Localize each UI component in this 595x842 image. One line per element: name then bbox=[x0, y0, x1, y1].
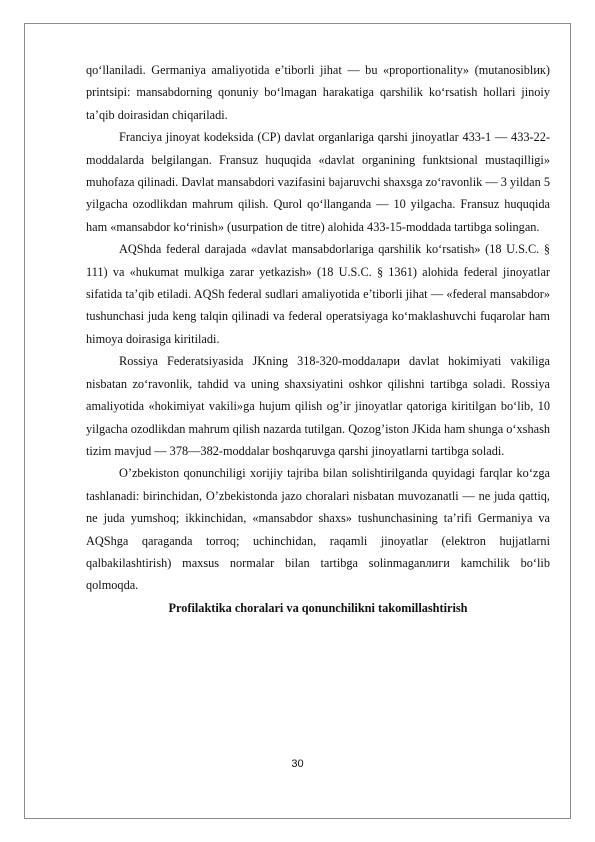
paragraph-russia: Rossiya Federatsiyasida JKning 318-320-moddaлари davlat hokimiyati vakiliga nisbatan zo‘ravonlik, tahdid va uning shaxsiyatini oshkor qilishni tartibga soladi. Rossiya amaliyotida «hokimiyat vakili»ga hujum qilish og’ir jinoyatlar qatoriga kiritilgan bo‘lib, 10 yilgacha ozodlikdan mahrum qilish nazarda tutilgan. Qozog’iston JKida ham shunga o‘xshash tizim mavjud — 378—382-moddalar boshqaruvga qarshi jinoyatlarni tartibga soladi. bbox=[86, 354, 550, 458]
document-body bbox=[86, 59, 550, 619]
paragraph-usa: AQShda federal darajada «davlat mansabdorlariga qarshilik ko‘rsatish» (18 U.S.C. § 111) va «hukumat mulkiga zarar yetkazish» (18 U.S.C. § 1361) alohida federal jinoyatlar sifatida ta’qib etiladi. AQSh federal sudlari amaliyotida e’tiborli jihat — «federal mansabdor» tushunchasi juda keng talqin qilinadi va federal operatsiyaga ko‘maklashuvchi fuqarolar ham himoya doirasiga kiritiladi. bbox=[86, 242, 550, 346]
section-heading: Profilaktika choralari va qonunchilikni takomillashtirish bbox=[168, 600, 468, 615]
paragraph-uzbekistan: O’zbekiston qonunchiligi xorijiy tajriba bilan solishtirilganda quyidagi farqlar ko‘zga tashlanadi: birinchidan, O’zbekistonda jazo choralari nisbatan muvozanatli — ne juda qattiq, ne juda yumshoq; ikkinchidan, «mansabdor shaxs» tushunchasining ta’rifi Germaniya va AQShga qaraganda torroq; uchinchidan, raqamli jinoyatlar (elektron hujjatlarni qalbakilashtirish) maxsus normalar bilan tartibga solinmaganлиги kamchilik bo‘lib qolmoqda. bbox=[86, 466, 550, 593]
paragraph-france: Franciya jinoyat kodeksida (CP) davlat organlariga qarshi jinoyatlar 433-1 — 433-22-moddalarda belgilangan. Fransuz huquqida «davlat organining funktsional mustaqilligi» muhofaza qilinadi. Davlat mansabdori vazifasini bajaruvchi shaxsga zo‘ravonlik — 3 yildan 5 yilgacha ozodlikdan mahrum qilish. Qurol qo‘llanganda — 10 yilgacha. Fransuz huquqida ham «mansabdor ko‘rinish» (usurpation de titre) alohida 433-15-moddada tartibga solingan. bbox=[86, 130, 550, 234]
paragraph-continuation: qo‘llaniladi. Germaniya amaliyotida e’tiborli jihat — bu «proportionality» (mutanosiblик) printsipi: mansabdorning qonuniy bo‘lmagan harakatiga qarshilik ko‘rsatish hollari jinoiy ta’qib doirasidan chiqariladi. bbox=[86, 63, 550, 122]
page-number: 30 bbox=[291, 758, 304, 770]
